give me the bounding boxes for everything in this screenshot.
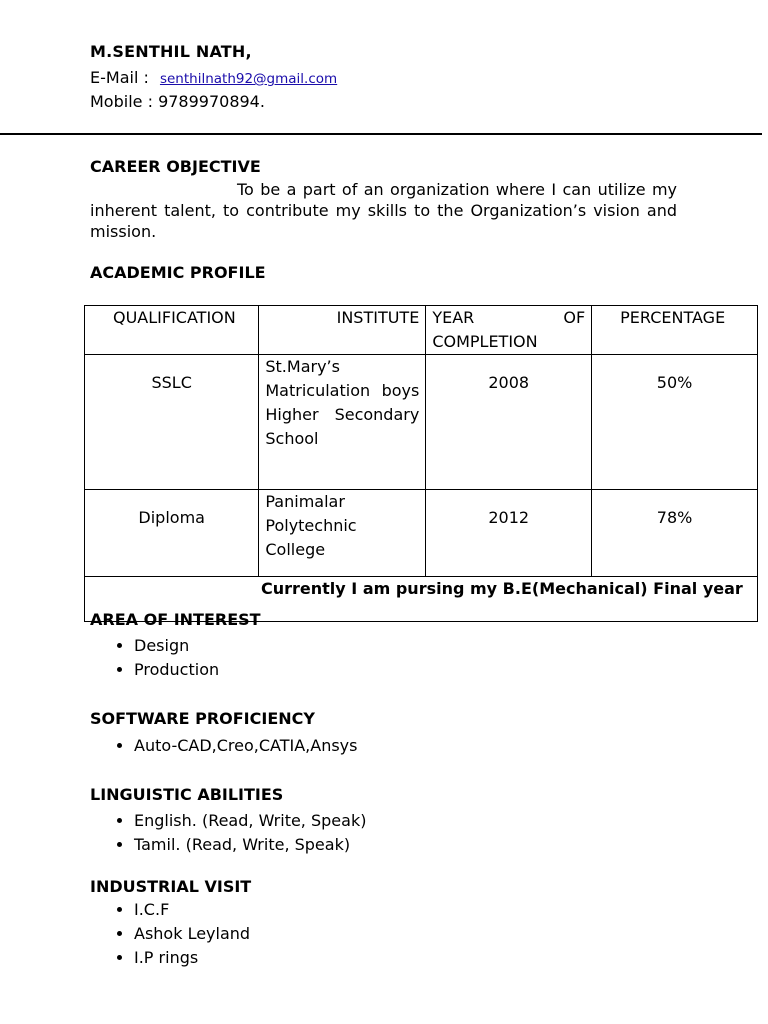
- mobile-line: [90, 92, 265, 111]
- percentage-cell: 50%: [592, 355, 758, 490]
- list-item: • I.C.F: [134, 898, 250, 922]
- current-study-text: Currently I am pursing my B.E(Mechanical) Final year: [261, 579, 743, 598]
- area-of-interest-list: [110, 634, 219, 682]
- qualification-cell: SSLC: [85, 355, 259, 490]
- list-item: • I.P rings: [134, 946, 250, 970]
- academic-profile-heading: ACADEMIC PROFILE: [90, 263, 266, 282]
- column-header-percentage: PERCENTAGE: [592, 306, 758, 355]
- table-row: [85, 490, 758, 577]
- academic-table: [84, 305, 758, 622]
- table-row: [85, 355, 758, 490]
- institute-cell: Panimalar Polytechnic College: [259, 490, 426, 577]
- mobile-label: Mobile :: [90, 92, 153, 111]
- industrial-visit-list: [110, 898, 250, 970]
- list-item: • Production: [134, 658, 219, 682]
- list-item: • Ashok Leyland: [134, 922, 250, 946]
- column-header-qualification: QUALIFICATION: [85, 306, 259, 355]
- mobile-number: 9789970894.: [158, 92, 265, 111]
- industrial-visit-heading: INDUSTRIAL VISIT: [90, 877, 252, 896]
- email-line: [90, 68, 337, 87]
- column-header-institute: INSTITUTE: [259, 306, 426, 355]
- email-label: E-Mail :: [90, 68, 149, 87]
- candidate-name: M.SENTHIL NATH,: [90, 42, 252, 61]
- header-divider: [0, 133, 762, 135]
- column-header-year: YEAR OF COMPLETION: [426, 306, 592, 355]
- linguistic-abilities-heading: LINGUISTIC ABILITIES: [90, 785, 284, 804]
- list-item: • Design: [134, 634, 219, 658]
- software-proficiency-list: [110, 734, 357, 758]
- percentage-cell: 78%: [592, 490, 758, 577]
- year-cell: 2012: [426, 490, 592, 577]
- institute-cell: St.Mary’s Matriculation boys Higher Secondary School: [259, 355, 426, 490]
- career-objective-heading: CAREER OBJECTIVE: [90, 157, 261, 176]
- qualification-cell: Diploma: [85, 490, 259, 577]
- list-item: • Tamil. (Read, Write, Speak): [134, 833, 366, 857]
- email-link[interactable]: senthilnath92@gmail.com: [159, 71, 338, 87]
- software-proficiency-heading: SOFTWARE PROFICIENCY: [90, 709, 315, 728]
- table-header-row: [85, 306, 758, 355]
- list-item: • Auto-CAD,Creo,CATIA,Ansys: [134, 734, 357, 758]
- career-objective-text: To be a part of an organization where I can utilize my inherent talent, to contribute my skills to the Organization’s vision and mission.: [90, 180, 677, 241]
- linguistic-abilities-list: [110, 809, 366, 857]
- year-cell: 2008: [426, 355, 592, 490]
- list-item: • English. (Read, Write, Speak): [134, 809, 366, 833]
- area-of-interest-heading: AREA OF INTEREST: [90, 610, 261, 629]
